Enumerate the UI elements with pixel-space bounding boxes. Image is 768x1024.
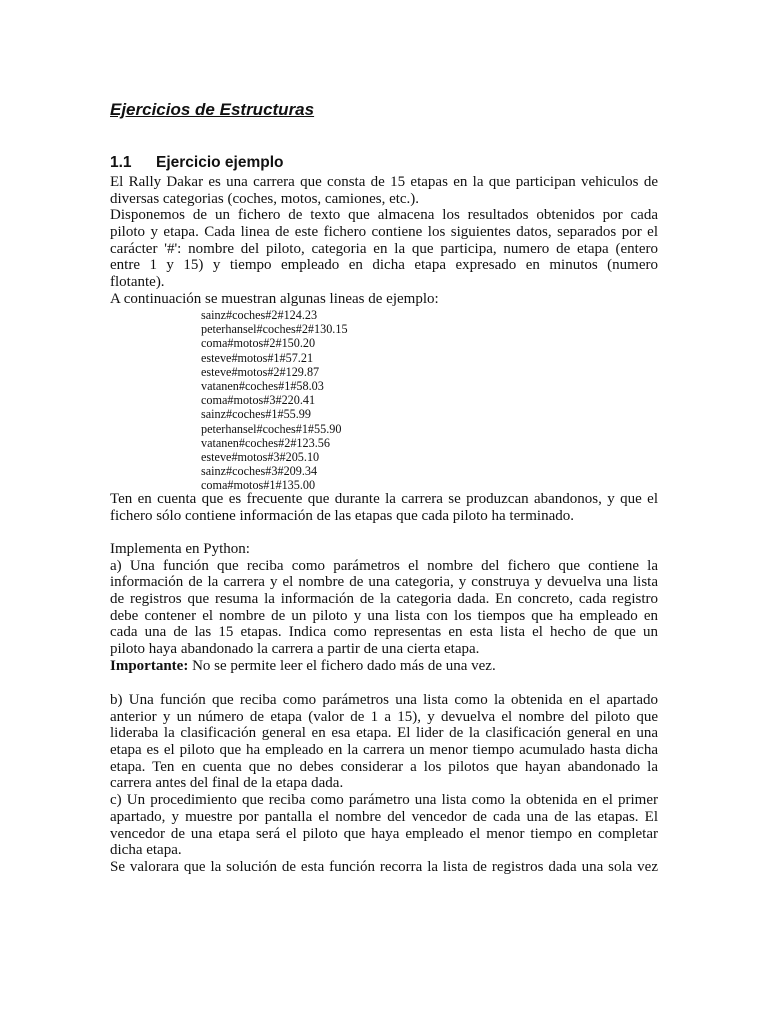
text-line: etapa. Ten en cuenta que no debes considerar a los pilotos que hayan abandonado la — [110, 758, 658, 775]
text-line: b) Una función que reciba como parámetros una lista como la obtenida en el apartado — [110, 692, 658, 708]
example-line: vatanen#coches#1#58.03 — [201, 378, 324, 393]
example-line: sainz#coches#2#124.23 — [201, 308, 318, 322]
example-line: coma#motos#1#135.00 — [201, 478, 316, 493]
example-line: esteve#motos#3#205.10 — [201, 449, 320, 464]
text-line: fichero sólo contiene información de las etapas que cada piloto ha terminado. — [110, 507, 574, 524]
text-line: Se valorara que la solución de esta función recorra la lista de registros dada una sola vez — [110, 858, 658, 875]
example-line: coma#motos#3#220.41 — [201, 393, 316, 408]
text-line: entre 1 y 15) y tiempo empleado en dicha etapa expresado en minutos (numero — [110, 257, 658, 274]
example-line: esteve#motos#2#129.87 — [201, 364, 320, 379]
text-line: vencedor de una etapa será el piloto que haya empleado el menor tiempo en completar — [110, 825, 658, 842]
text-line: anterior y un número de etapa (valor de 1 a 15), y devuelva el nombre del piloto que — [110, 708, 658, 725]
text-line: debe contener el nombre de un piloto y una lista con los tiempos que ha empleado en — [110, 607, 658, 624]
example-line: esteve#motos#1#57.21 — [201, 350, 314, 365]
text-line: etapa es el piloto que ha empleado en la carrera un menor tiempo acumulado hasta dicha — [110, 742, 658, 759]
text-line: carrera antes del final de la etapa dada. — [110, 775, 344, 792]
example-line: sainz#coches#3#209.34 — [201, 464, 318, 479]
example-line: peterhansel#coches#2#130.15 — [201, 322, 348, 337]
text-line: A continuación se muestran algunas lineas de ejemplo: — [110, 290, 439, 307]
section-number: 1.1 — [110, 154, 132, 171]
text-line: dicha etapa. — [110, 842, 182, 859]
important-label: Importante: — [110, 658, 189, 674]
text-line: piloto y etapa. Cada linea de este fichero contiene los siguientes datos, separados por el — [110, 224, 658, 241]
example-line: vatanen#coches#2#123.56 — [201, 435, 330, 450]
text-line: cada una de las 15 etapas. Indica como representas en esta lista el hecho de que un — [110, 624, 658, 641]
text-line: Ten en cuenta que es frecuente que durante la carrera se produzcan abandonos, y que el — [110, 491, 658, 507]
part-bc-paragraph — [110, 692, 658, 876]
important-note — [110, 658, 658, 675]
text-line: diversas categorias (coches, motos, camiones, etc.). — [110, 190, 420, 207]
document-title: Ejercicios de Estructuras — [110, 100, 315, 119]
text-line: flotante). — [110, 274, 165, 291]
part-a-paragraph — [110, 541, 658, 658]
section-title: Ejercicio ejemplo — [156, 154, 284, 171]
text-line: Implementa en Python: — [110, 541, 250, 557]
text-line: piloto haya abandonado la carrera a partir de una cierta etapa. — [110, 641, 480, 658]
text-line: c) Un procedimiento que reciba como parámetro una lista como la obtenida en el primer — [110, 792, 658, 809]
example-line: coma#motos#2#150.20 — [201, 336, 316, 351]
example-line: peterhansel#coches#1#55.90 — [201, 421, 342, 436]
intro-paragraph — [110, 174, 658, 308]
section-heading — [110, 154, 284, 172]
text-line: carácter '#': nombre del piloto, categoria en la que participa, numero de etapa (entero — [110, 240, 658, 257]
example-lines — [201, 308, 348, 492]
note-paragraph — [110, 491, 658, 524]
text-line: de registros que resuma la información de la categoria dada. En concreto, cada registro — [110, 591, 658, 608]
text-line: Disponemos de un fichero de texto que almacena los resultados obtenidos por cada — [110, 207, 658, 224]
text-line: apartado, y muestre por pantalla el nombre del vencedor de cada una de las etapas. El — [110, 808, 658, 825]
text-line: información de la carrera y el nombre de una categoria, y construya y devuelva una lista — [110, 574, 658, 591]
important-text: No se permite leer el fichero dado más de una vez. — [188, 658, 496, 674]
text-line: a) Una función que reciba como parámetros el nombre del fichero que contiene la — [110, 557, 658, 574]
example-line: sainz#coches#1#55.99 — [201, 407, 311, 422]
text-line: lideraba la clasificación general en esa etapa. El lider de la clasificación general en una — [110, 725, 658, 742]
text-line: El Rally Dakar es una carrera que consta de 15 etapas en la que participan vehiculos de — [110, 174, 658, 190]
